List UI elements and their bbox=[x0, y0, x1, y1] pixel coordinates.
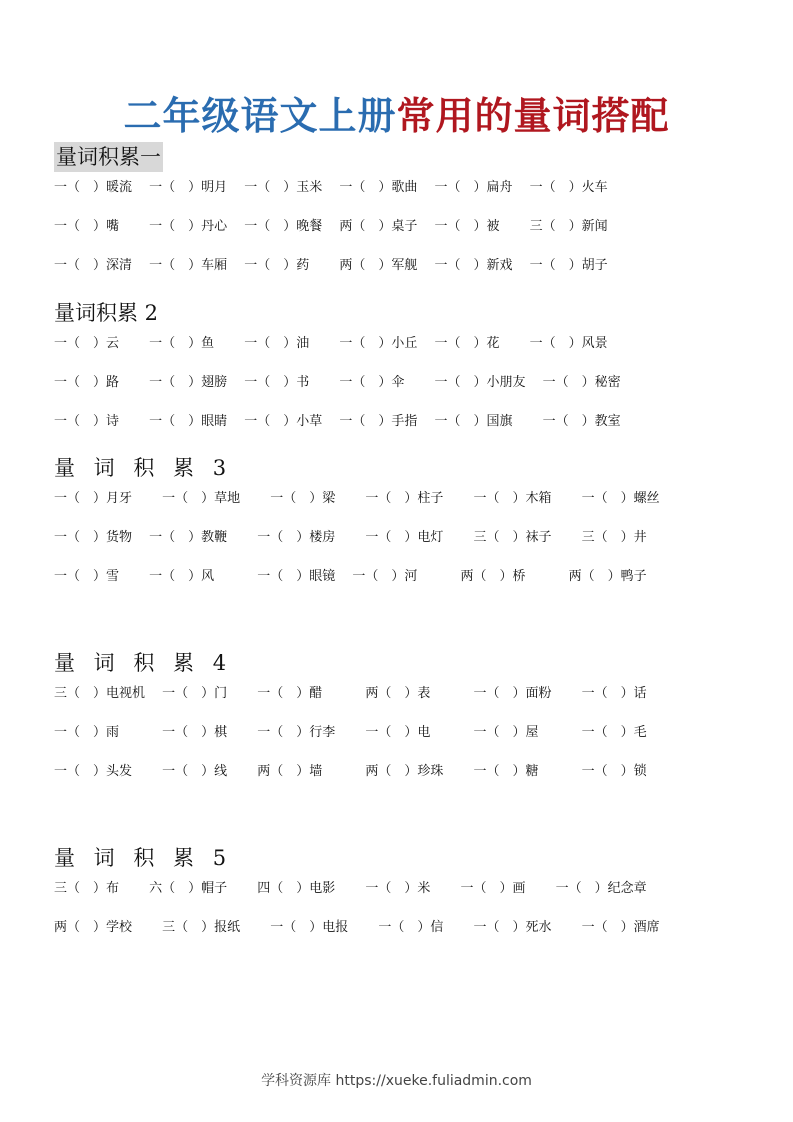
exercise-row: 两（ ）学校 三（ ）报纸 一（ ）电报 一（ ）信 一（ ）死水 一（ ）酒席 bbox=[54, 920, 660, 935]
exercise-row: 一（ ）路 一（ ）翅膀 一（ ）书 一（ ）伞 一（ ）小朋友 一（ ）秘密 bbox=[54, 375, 621, 390]
section-heading: 量词积累 2 bbox=[54, 301, 159, 325]
title-part1: 二年级语文上册 bbox=[123, 93, 397, 138]
exercise-row: 一（ ）暖流 一（ ）明月 一（ ）玉米 一（ ）歌曲 一（ ）扁舟 一（ ）火车 bbox=[54, 180, 608, 195]
section-heading: 量 词 积 累 3 bbox=[54, 456, 233, 480]
section-heading: 量词积累一 bbox=[54, 142, 163, 172]
section-5 bbox=[54, 843, 744, 957]
section-2 bbox=[54, 298, 744, 451]
section-1 bbox=[54, 142, 744, 295]
section-rows bbox=[54, 879, 744, 938]
exercise-row: 一（ ）头发 一（ ）线 两（ ）墙 两（ ）珍珠 一（ ）糖 一（ ）锁 bbox=[54, 764, 647, 779]
exercise-row: 一（ ）雪 一（ ）风 一（ ）眼镜 一（ ）河 两（ ）桥 两（ ）鸭子 bbox=[54, 569, 647, 584]
exercise-row: 一（ ）诗 一（ ）眼睛 一（ ）小草 一（ ）手指 一（ ）国旗 一（ ）教室 bbox=[54, 414, 621, 429]
page-title bbox=[0, 92, 793, 140]
exercise-row: 一（ ）嘴 一（ ）丹心 一（ ）晚餐 两（ ）桌子 一（ ）被 三（ ）新闻 bbox=[54, 219, 608, 234]
section-rows bbox=[54, 684, 744, 782]
section-heading: 量 词 积 累 4 bbox=[54, 651, 233, 675]
section-3 bbox=[54, 453, 744, 606]
section-rows bbox=[54, 334, 744, 432]
exercise-row: 一（ ）货物 一（ ）教鞭 一（ ）楼房 一（ ）电灯 三（ ）袜子 三（ ）井 bbox=[54, 530, 647, 545]
section-rows bbox=[54, 489, 744, 587]
section-rows bbox=[54, 178, 744, 276]
section-heading: 量 词 积 累 5 bbox=[54, 846, 233, 870]
section-4 bbox=[54, 648, 744, 801]
exercise-row: 一（ ）雨 一（ ）棋 一（ ）行李 一（ ）电 一（ ）屋 一（ ）毛 bbox=[54, 725, 647, 740]
exercise-row: 一（ ）月牙 一（ ）草地 一（ ）梁 一（ ）柱子 一（ ）木箱 一（ ）螺丝 bbox=[54, 491, 660, 506]
exercise-row: 一（ ）深清 一（ ）车厢 一（ ）药 两（ ）军舰 一（ ）新戏 一（ ）胡子 bbox=[54, 258, 608, 273]
exercise-row: 三（ ）电视机 一（ ）门 一（ ）醋 两（ ）表 一（ ）面粉 一（ ）话 bbox=[54, 686, 647, 701]
exercise-row: 三（ ）布 六（ ）帽子 四（ ）电影 一（ ）米 一（ ）画 一（ ）纪念章 bbox=[54, 881, 647, 896]
title-part2: 常用的量词搭配 bbox=[396, 93, 670, 138]
exercise-row: 一（ ）云 一（ ）鱼 一（ ）油 一（ ）小丘 一（ ）花 一（ ）风景 bbox=[54, 336, 608, 351]
footer-source: 学科资源库 https://xueke.fuliadmin.com bbox=[261, 1073, 532, 1089]
